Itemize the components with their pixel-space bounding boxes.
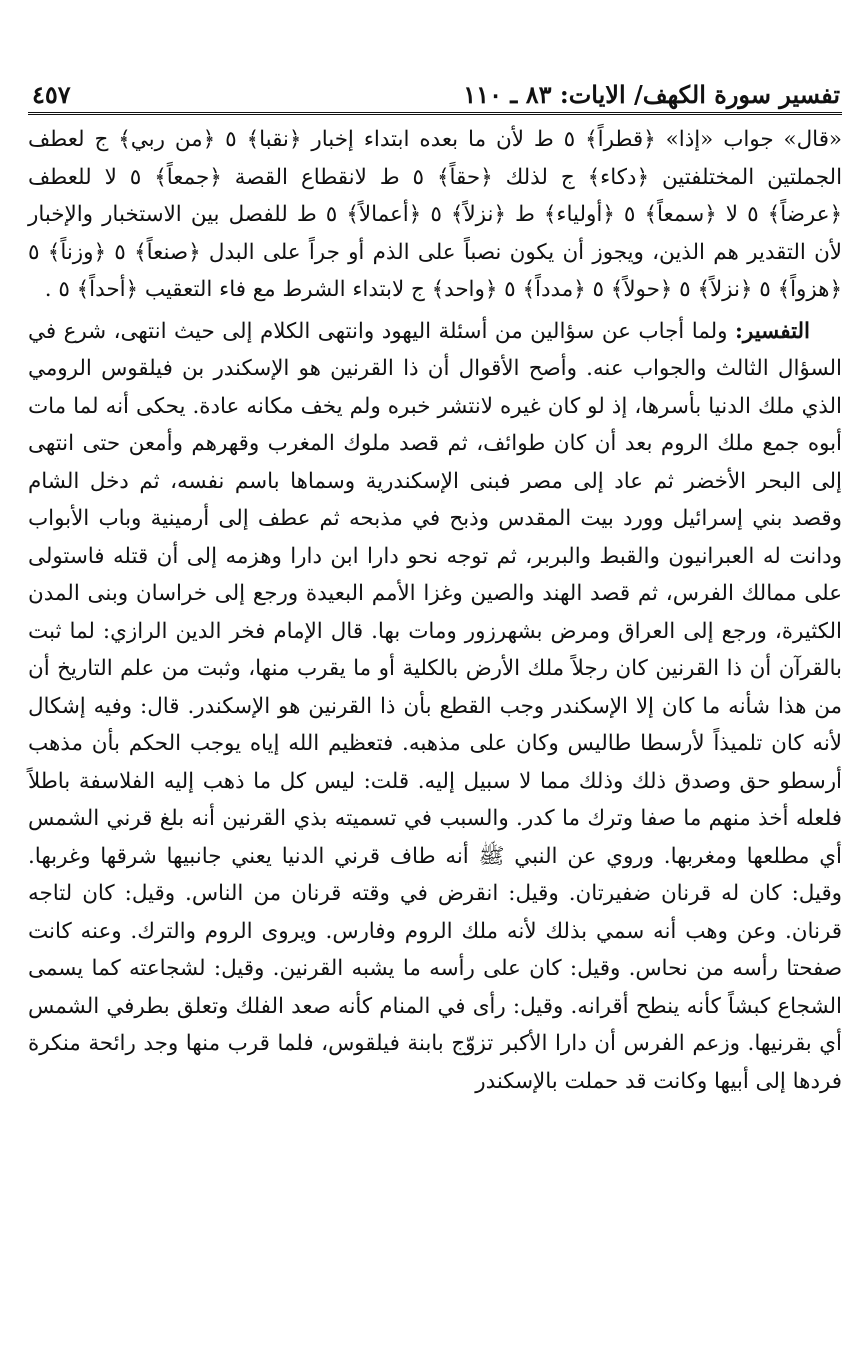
recitation-notes-paragraph: «قال» جواب «إذا» ﴿قطراً﴾ ٥ ط لأن ما بعده ابتداء إخبار ﴿نقبا﴾ ٥ ﴿من ربي﴾ ج لعطف الجملتين المختلفتين ﴿دكاء﴾ ج لذلك ﴿حقاً﴾ ٥ ط لانقطاع القصة ﴿جمعاً﴾ ٥ لا للعطف ﴿عرضاً﴾ ٥ لا ﴿سمعاً﴾ ٥ ﴿أولياء﴾ ط ﴿نزلاً﴾ ٥ ﴿أعمالاً﴾ ٥ ط للفصل بين الاستخبار والإخبار لأن التقدير هم الذين، ويجوز أن يكون نصباً على الذم أو جراً على البدل ﴿صنعاً﴾ ٥ ﴿وزناً﴾ ٥ ﴿هزواً﴾ ٥ ﴿نزلاً﴾ ٥ ﴿حولاً﴾ ٥ ﴿مدداً﴾ ٥ ﴿واحد﴾ ج لابتداء الشرط مع فاء التعقيب ﴿أحداً﴾ ٥ .: [28, 127, 843, 302]
tafsir-heading: التفسير:: [735, 318, 810, 344]
page-body: [28, 121, 842, 1100]
tafsir-paragraph: [28, 313, 842, 1101]
running-title: تفسير سورة الكهف/ الايات: ٨٣ ـ ١١٠: [463, 80, 840, 109]
page-header: [28, 78, 842, 115]
tafsir-text: ولما أجاب عن سؤالين من أسئلة اليهود وانتهى الكلام إلى حيث انتهى، شرع في السؤال الثالث والجواب عنه. وأصح الأقوال أن ذا القرنين هو الإسكندر بن فيلقوس الرومي الذي ملك الدنيا بأسرها، إذ لو كان غيره لانتشر خبره ولم يخف مكانه عادة. يحكى أنه لما مات أبوه جمع ملك الروم بعد أن كان طوائف، ثم قصد ملوك المغرب وقهرهم وأمعن حتى انتهى إلى البحر الأخضر ثم عاد إلى مصر فبنى الإسكندرية وسماها باسم نفسه، ثم دخل الشام وقصد بني إسرائيل وورد بيت المقدس وذبح في مذبحه ثم عطف إلى أرمينية وباب الأبواب ودانت له العبرانيون والقبط والبربر، ثم توجه نحو دارا ابن دارا وهزمه إلى أن قتله فاستولى على ممالك الفرس، ثم قصد الهند والصين وغزا الأمم البعيدة ورجع إلى خراسان وبنى المدن الكثيرة، ورجع إلى العراق ومرض بشهرزور ومات بها. قال الإمام فخر الدين الرازي: لما ثبت بالقرآن أن ذا القرنين كان رجلاً ملك الأرض بالكلية أو ما يقرب منها، وثبت من علم التاريخ أن من هذا شأنه ما كان إلا الإسكندر وجب القطع بأن ذا القرنين هو الإسكندر. قال: وفيه إشكال لأنه كان تلميذاً لأرسطا طاليس وكان على مذهبه. فتعظيم الله إياه يوجب الحكم بأن مذهب أرسطو حق وصدق ذلك وذلك مما لا سبيل إليه. قلت: ليس كل ما ذهب إليه الفلاسفة باطلاً فلعله أخذ منهم ما صفا وترك ما كدر. والسبب في تسميته بذي القرنين أنه بلغ قرني الشمس أي مطلعها ومغربها. وروي عن النبي ﷺ أنه طاف قرني الدنيا يعني جانبيها شرقها وغربها. وقيل: كان له قرنان ضفيرتان. وقيل: انقرض في وقته قرنان من الناس. وقيل: كان لتاجه قرنان. وعن وهب أنه سمي بذلك لأنه ملك الروم وفارس. ويروى الروم والترك. وعنه كانت صفحتا رأسه من نحاس. وقيل: كان على رأسه ما يشبه القرنين. وقيل: لشجاعته كما يسمى الشجاع كبشاً كأنه ينطح أقرانه. وقيل: رأى في المنام كأنه صعد الفلك وتعلق بطرفي الشمس أي بقرنيها. وزعم الفرس أن دارا الأكبر تزوّج بابنة فيلقوس، فلما قرب منها وجد رائحة منكرة فردها إلى أبيها وكانت قد حملت بالإسكندر: [28, 318, 842, 1094]
page-number: ٤٥٧: [32, 80, 71, 109]
